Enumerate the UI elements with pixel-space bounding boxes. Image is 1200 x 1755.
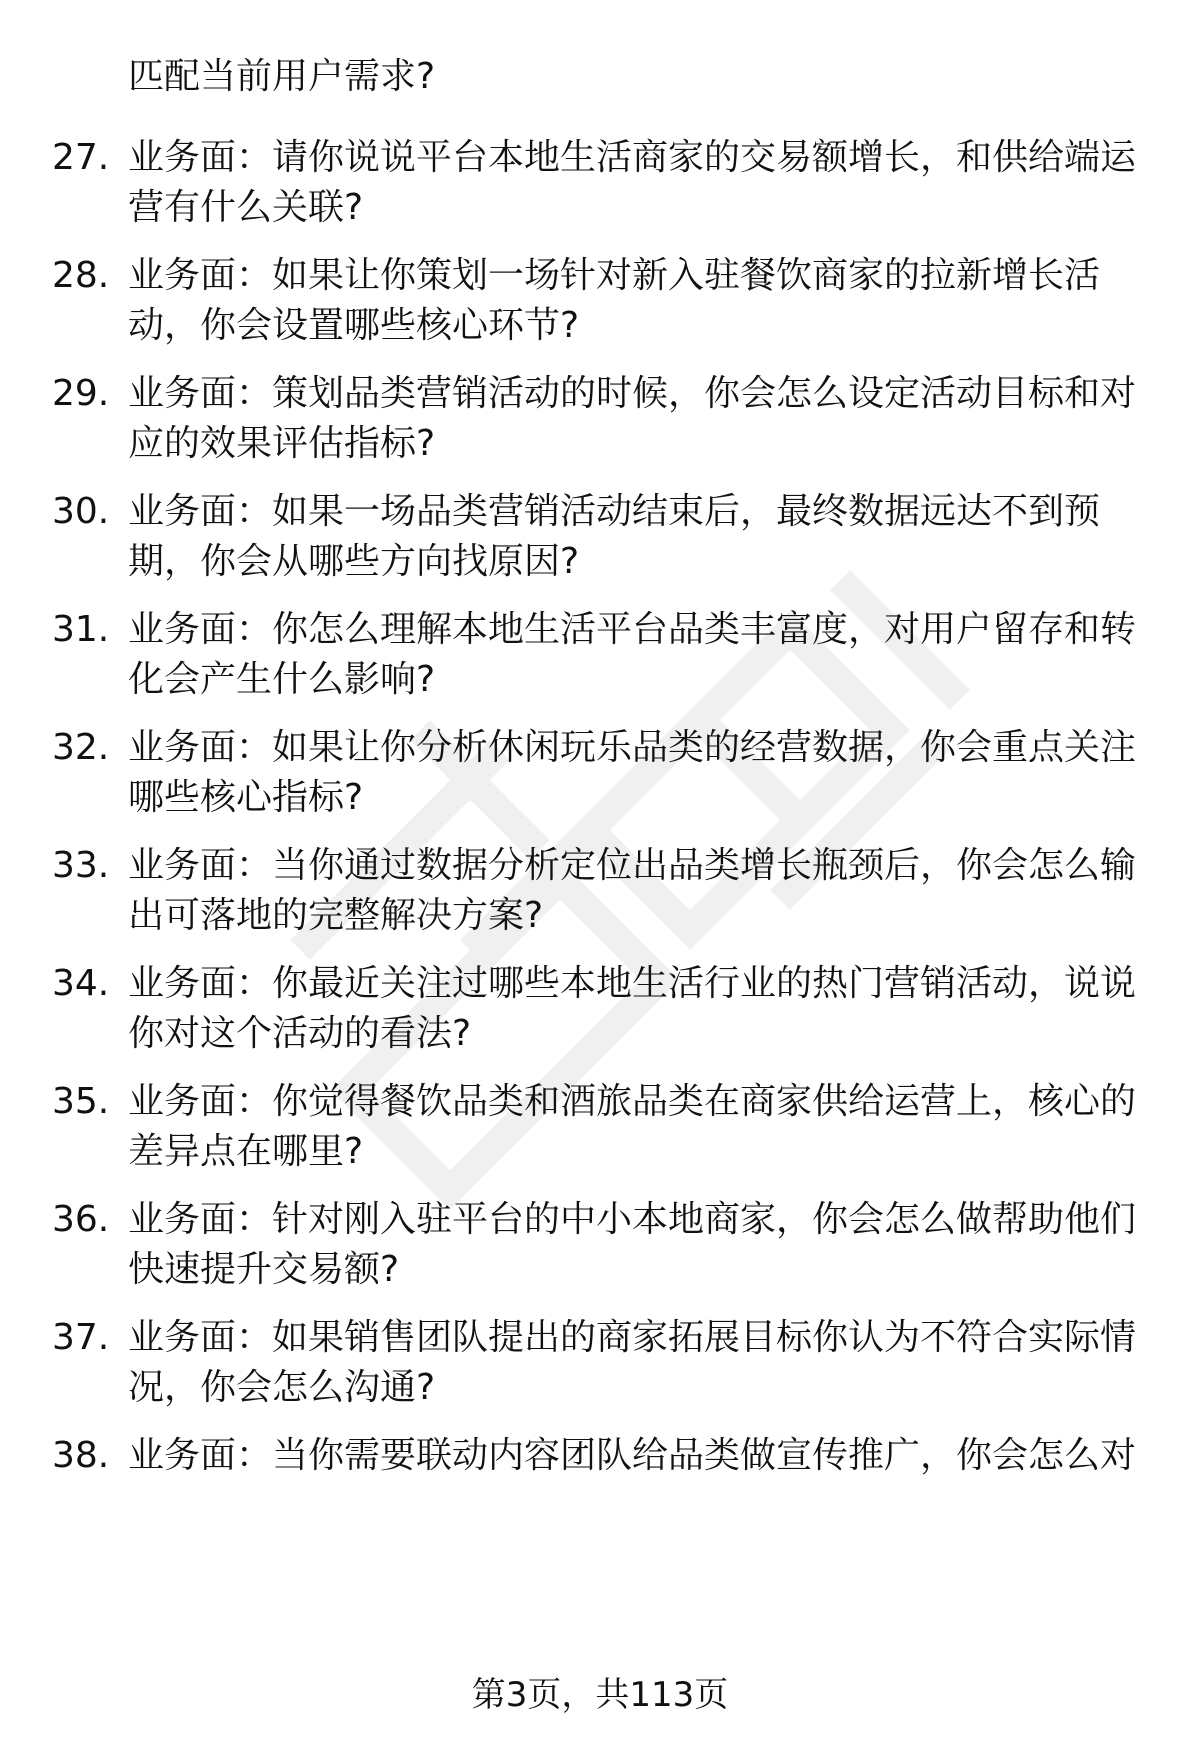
question-item-30	[0, 487, 1200, 587]
question-number: 32.	[52, 727, 110, 768]
question-item-29	[0, 369, 1200, 469]
question-text-line-2: 期，你会从哪些方向找原因?	[128, 541, 580, 582]
question-number: 34.	[52, 963, 110, 1004]
question-text-line-1: 业务面：你最近关注过哪些本地生活行业的热门营销活动，说说	[128, 963, 1137, 1004]
question-text-line-1: 业务面：你觉得餐饮品类和酒旅品类在商家供给运营上，核心的	[128, 1081, 1137, 1122]
question-text-line-1: 业务面：策划品类营销活动的时候，你会怎么设定活动目标和对	[128, 373, 1137, 414]
question-number: 37.	[52, 1317, 110, 1358]
question-number: 36.	[52, 1199, 110, 1240]
question-text-line-2: 你对这个活动的看法?	[128, 1013, 472, 1054]
question-text-line-2: 动，你会设置哪些核心环节?	[128, 305, 580, 346]
question-number: 33.	[52, 845, 110, 886]
question-item-35	[0, 1077, 1200, 1177]
question-number: 29.	[52, 373, 110, 414]
question-text-line-2: 快速提升交易额?	[128, 1249, 400, 1290]
question-item-34	[0, 959, 1200, 1059]
question-text-line-1: 业务面：当你通过数据分析定位出品类增长瓶颈后，你会怎么输	[128, 845, 1137, 886]
question-item-32	[0, 723, 1200, 823]
question-item-36	[0, 1195, 1200, 1295]
question-text-line-1: 业务面：请你说说平台本地生活商家的交易额增长，和供给端运	[128, 137, 1137, 178]
question-item-38	[0, 1431, 1200, 1531]
question-text-line-1: 业务面：针对刚入驻平台的中小本地商家，你会怎么做帮助他们	[128, 1199, 1137, 1240]
question-text-line-2: 出可落地的完整解决方案?	[128, 895, 544, 936]
question-text-line-2: 营有什么关联?	[128, 187, 364, 228]
question-number: 31.	[52, 609, 110, 650]
question-text-line-2: 况，你会怎么沟通?	[128, 1367, 436, 1408]
question-text-line-2: 差异点在哪里?	[128, 1131, 364, 1172]
question-number: 30.	[52, 491, 110, 532]
question-number: 35.	[52, 1081, 110, 1122]
question-text-line-1: 业务面：当你需要联动内容团队给品类做宣传推广，你会怎么对	[128, 1435, 1137, 1476]
continued-question-text: 匹配当前用户需求?	[128, 56, 436, 97]
question-number: 27.	[52, 137, 110, 178]
question-text-line-2: 化会产生什么影响?	[128, 659, 436, 700]
question-item-28	[0, 251, 1200, 351]
page-number-footer: 第3页，共113页	[471, 1675, 729, 1715]
question-number: 28.	[52, 255, 110, 296]
question-text-line-1: 业务面：如果销售团队提出的商家拓展目标你认为不符合实际情	[128, 1317, 1137, 1358]
question-text-line-2: 应的效果评估指标?	[128, 423, 436, 464]
question-text-line-2: 哪些核心指标?	[128, 777, 364, 818]
question-item-27	[0, 133, 1200, 233]
question-item-37	[0, 1313, 1200, 1413]
question-text-line-1: 业务面：如果一场品类营销活动结束后，最终数据远达不到预	[128, 491, 1101, 532]
question-text-line-1: 业务面：如果让你分析休闲玩乐品类的经营数据，你会重点关注	[128, 727, 1137, 768]
question-item-31	[0, 605, 1200, 705]
question-text-line-1: 业务面：如果让你策划一场针对新入驻餐饮商家的拉新增长活	[128, 255, 1101, 296]
question-text-line-1: 业务面：你怎么理解本地生活平台品类丰富度，对用户留存和转	[128, 609, 1137, 650]
question-number: 38.	[52, 1435, 110, 1476]
question-item-33	[0, 841, 1200, 941]
